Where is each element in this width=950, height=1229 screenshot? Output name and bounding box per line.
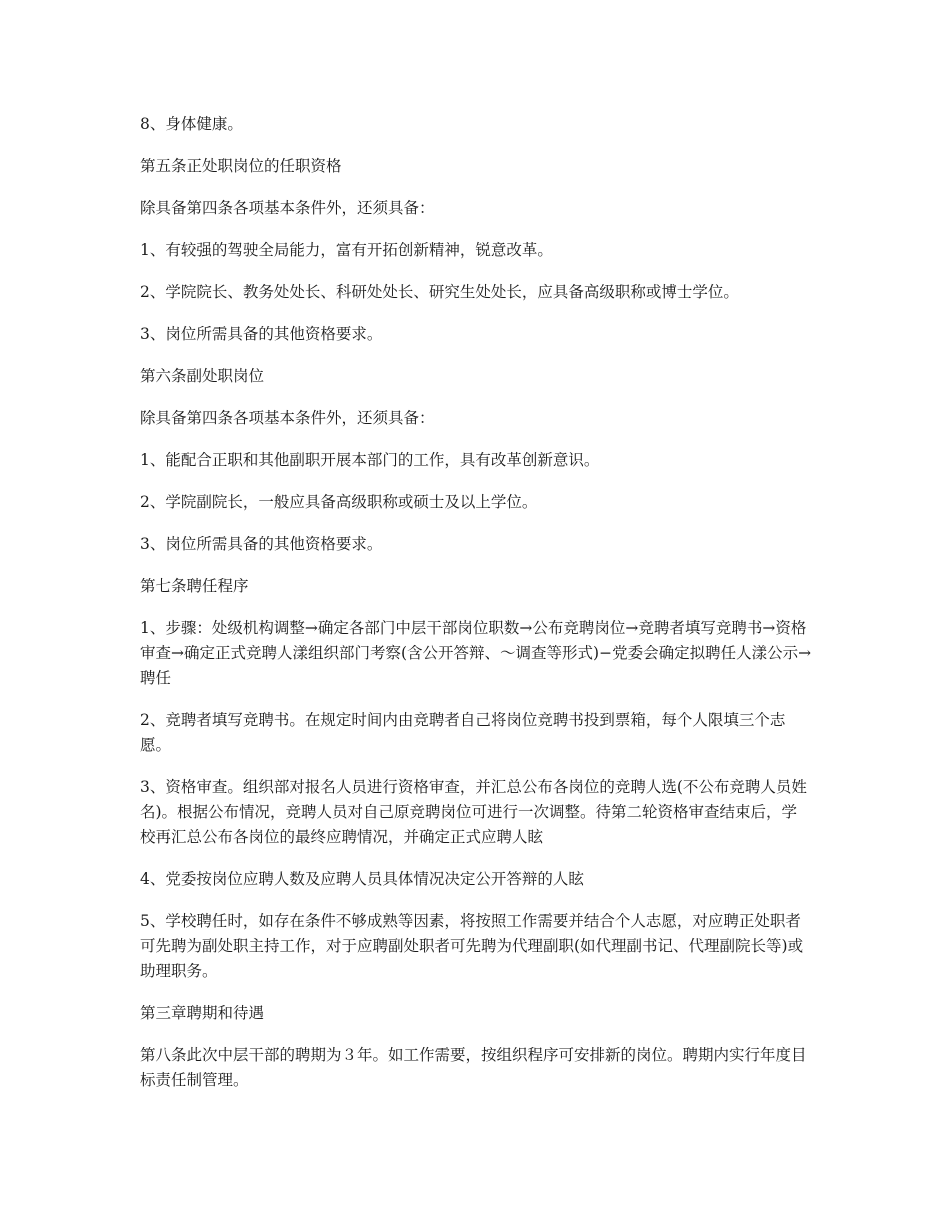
- article-5-intro: 除具备第四条各项基本条件外，还须具备：: [140, 199, 435, 217]
- article-6-item-3: 3、岗位所需具备的其他资格要求。: [140, 535, 383, 553]
- paragraph-health: 8、身体健康。: [140, 115, 243, 133]
- article-7-heading: 第七条聘任程序: [140, 577, 249, 595]
- article-6-intro: 除具备第四条各项基本条件外，还须具备：: [140, 409, 435, 427]
- article-5-item-2: 2、学院院长、教务处处长、科研处处长、研究生处处长，应具备高级职称或博士学位。: [140, 283, 739, 301]
- article-5-item-1: 1、有较强的驾驶全局能力，富有开拓创新精神，锐意改革。: [140, 241, 553, 259]
- article-5-heading: 第五条正处职岗位的任职资格: [140, 157, 342, 175]
- article-5-item-3: 3、岗位所需具备的其他资格要求。: [140, 325, 383, 343]
- document-body: [140, 112, 812, 1110]
- article-7-item-1: 1、步骤：处级机构调整→确定各部门中层干部岗位职数→公布竞聘岗位→竞聘者填写竞聘书→资格审查→确定正式竞聘人漾组织部门考察(含公开答辩、～调查等形式)−党委会确定拟聘任人漾公示→聘任: [140, 619, 812, 687]
- chapter-3-heading: 第三章聘期和待遇: [140, 1004, 265, 1022]
- article-7-item-2: 2、竞聘者填写竞聘书。在规定时间内由竞聘者自己将岗位竞聘书投到票箱，每个人限填三个志愿。: [140, 711, 786, 754]
- article-6-heading: 第六条副处职岗位: [140, 367, 265, 385]
- article-7-item-3: 3、资格审查。组织部对报名人员进行资格审查，并汇总公布各岗位的竞聘人选(不公布竞聘人员姓名)。根据公布情况，竞聘人员对自己原竞聘岗位可进行一次调整。待第二轮资格审查结束后，学校再汇总公布各岗位的最终应聘情况，并确定正式应聘人眩: [140, 778, 807, 846]
- article-6-item-2: 2、学院副院长，一般应具备高级职称或硕士及以上学位。: [140, 493, 538, 511]
- article-7-item-5: 5、学校聘任时，如存在条件不够成熟等因素，将按照工作需要并结合个人志愿，对应聘正处职者可先聘为副处职主持工作，对于应聘副处职者可先聘为代理副职(如代理副书记、代理副院长等)或助理职务。: [140, 912, 804, 980]
- article-8-text: 第八条此次中层干部的聘期为３年。如工作需要，按组织程序可安排新的岗位。聘期内实行年度目标责任制管理。: [140, 1046, 807, 1089]
- article-7-item-4: 4、党委按岗位应聘人数及应聘人员具体情况决定公开答辩的人眩: [140, 870, 584, 888]
- article-6-item-1: 1、能配合正职和其他副职开展本部门的工作，具有改革创新意识。: [140, 451, 600, 469]
